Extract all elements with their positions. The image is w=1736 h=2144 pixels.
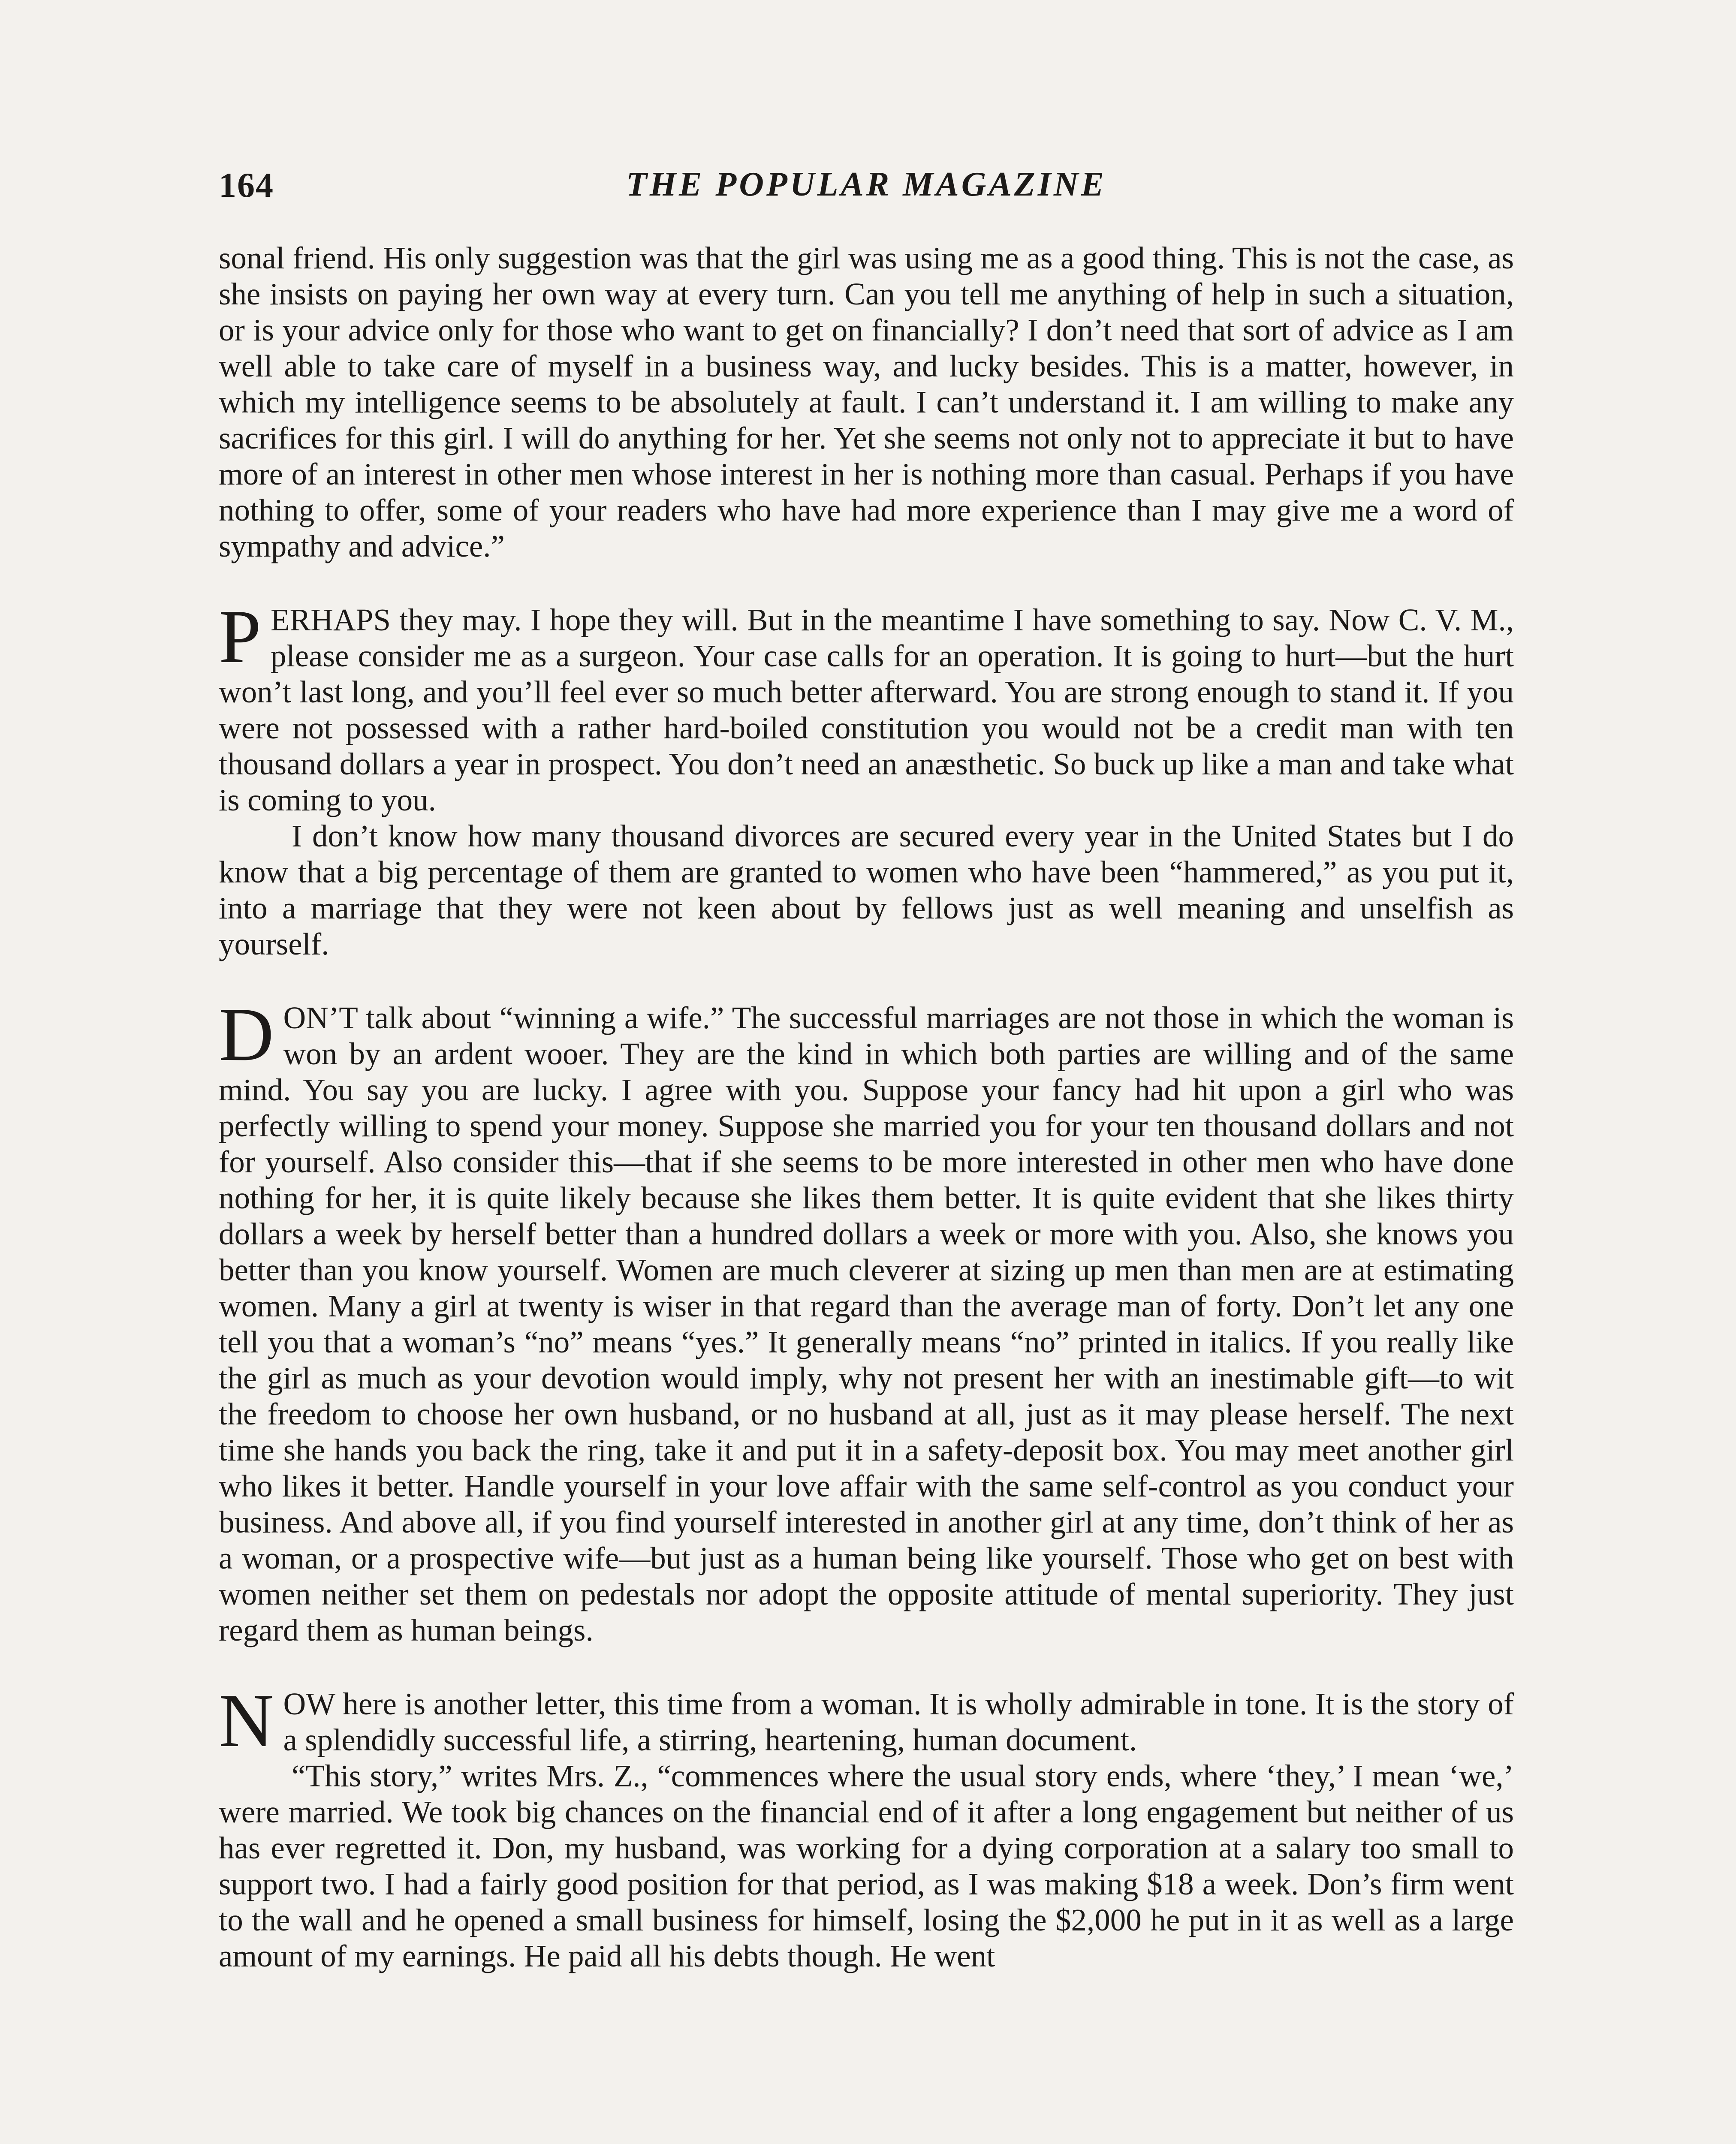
paragraph-lead: OW here is another letter, this time from a woman. It is wholly admirable in tone. It is the story of a splendidly successful life, a stirring, heartening, human document. (283, 1686, 1514, 1757)
letter-continuation (219, 240, 1514, 564)
drop-cap: D (219, 992, 274, 1077)
paragraph (219, 992, 1514, 1648)
reply-section-2 (219, 992, 1514, 1648)
article-body (219, 240, 1514, 1974)
paragraph (219, 594, 1514, 818)
reply-section-1 (219, 594, 1514, 962)
paragraph-lead: ERHAPS they may. I hope they will. But in the meantime I have something to say. Now C. V. M., please consider me as a surgeon. Your case calls for an operation. It is going to hurt—but the hurt won’t last long, and you’ll feel ever so much better afterward. You are strong enough to stand it. If you were not possessed with a rather hard-boiled constitution you would not be a credit man with ten thousand dollars a year in prospect. You don’t need an anæsthetic. So buck up like a man and take what is coming to you. (219, 602, 1514, 817)
reply-section-3 (219, 1678, 1514, 1974)
paragraph (219, 1678, 1514, 1763)
drop-cap: N (219, 1678, 274, 1763)
paragraph: sonal friend. His only suggestion was that the girl was using me as a good thing. This is not the case, as she insists on paying her own way at every turn. Can you tell me anything of help in such a situation, or is your advice only for those who want to get on financially? I don’t need that sort of advice as I am well able to take care of myself in a business way, and lucky besides. This is a matter, however, in which my intelligence seems to be absolutely at fault. I can’t understand it. I am willing to make any sacrifices for this girl. I will do anything for her. Yet she seems not only not to appreciate it but to have more of an interest in other men whose interest in her is nothing more than casual. Perhaps if you have nothing to offer, some of your readers who have had more experience than I may give me a word of sympathy and advice.” (219, 241, 1514, 563)
page-number: 164 (219, 166, 274, 205)
paragraph: “This story,” writes Mrs. Z., “commences where the usual story ends, where ‘they,’ I mean ‘we,’ were married. We took big chances on the financial end of it after a long engagement but neither of us has ever regretted it. Don, my husband, was working for a dying corporation at a salary too small to support two. I had a fairly good position for that period, as I was making $18 a week. Don’s firm went to the wall and he opened a small business for himself, losing the $2,000 he put in it as well as a large amount of my earnings. He paid all his debts though. He went (219, 1759, 1514, 1973)
running-title: THE POPULAR MAGAZINE (626, 166, 1107, 203)
page-header (219, 165, 1514, 217)
paragraph: I don’t know how many thousand divorces are secured every year in the United States but I do know that a big percentage of them are granted to women who have been “hammered,” as you put it, into a marriage that they were not keen about by fellows just as well meaning and unselfish as yourself. (219, 819, 1514, 961)
paragraph-lead: ON’T talk about “winning a wife.” The successful marriages are not those in which the woman is won by an ardent wooer. They are the kind in which both parties are willing and of the same mind. You say you are lucky. I agree with you. Suppose your fancy had hit upon a girl who was perfectly willing to spend your money. Suppose she married you for your ten thousand dollars and not for yourself. Also consider this—that if she seems to be more interested in other men who have done nothing for her, it is quite likely because she likes them better. It is quite evident that she likes thirty dollars a week by herself better than a hundred dollars a week or more with you. Also, she knows you better than you know yourself. Women are much cleverer at sizing up men than men are at estimating women. Many a girl at twenty is wiser in that regard than the average man of forty. Don’t let any one tell you that a woman’s “no” means “yes.” It generally means “no” printed in italics. If you really like the girl as much as your devotion would imply, why not present her with an inestimable gift—to wit the freedom to choose her own husband, or no husband at all, just as it may please herself. The next time she hands you back the ring, take it and put it in a safety-deposit box. You may meet another girl who likes it better. Handle yourself in your love affair with the same self-control as you conduct your business. And above all, if you find yourself interested in another girl at any time, don’t think of her as a woman, or a prospective wife—but just as a human being like yourself. Those who get on best with women neither set them on pedestals nor adopt the opposite attitude of mental superiority. They just regard them as human beings. (219, 1000, 1514, 1647)
drop-cap: P (219, 594, 261, 679)
